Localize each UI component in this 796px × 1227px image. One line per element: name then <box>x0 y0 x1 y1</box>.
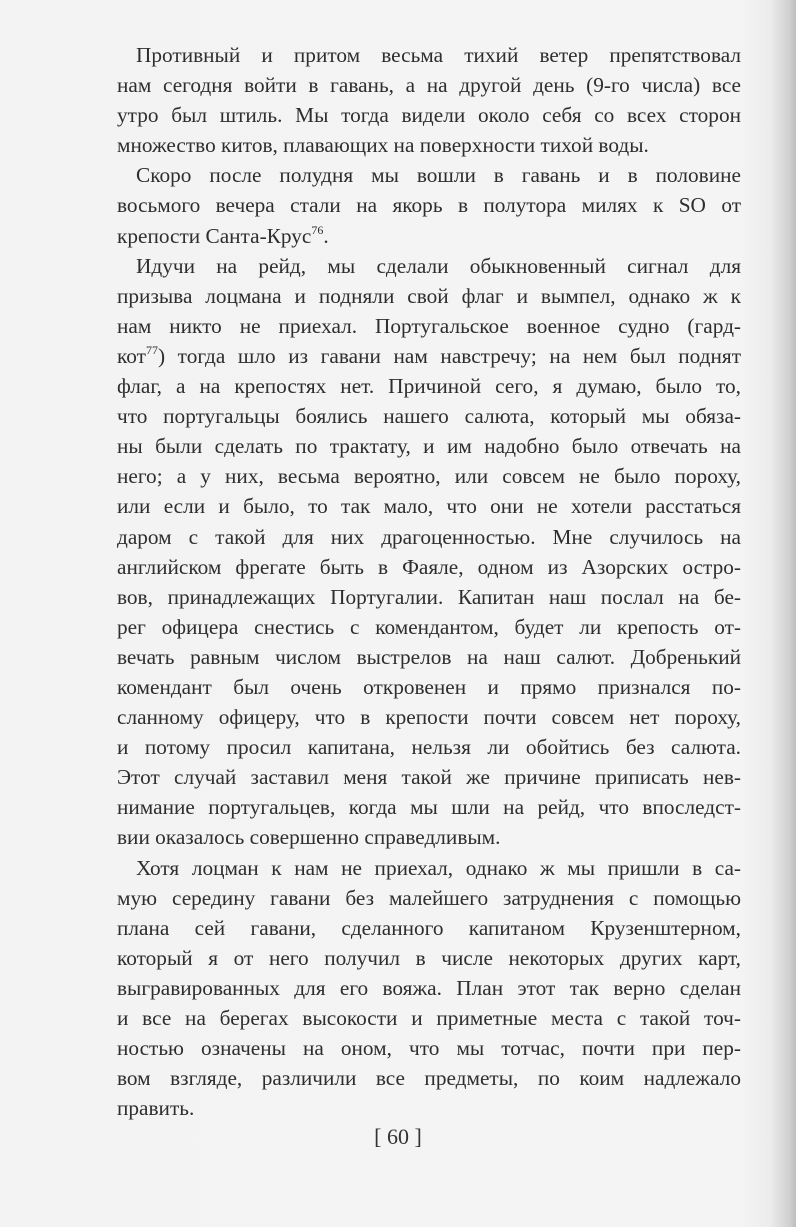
paragraph <box>117 40 741 160</box>
text-line: ны были сделать по трактату, и им надобно было отвечать на <box>117 434 741 459</box>
text-line <box>117 221 741 251</box>
text-line: Этот случай заставил меня такой же причине приписать нев- <box>117 765 741 790</box>
paragraph <box>117 853 741 1124</box>
text-line: вов, принадлежащих Португалии. Капитан наш послал на бе- <box>117 584 741 609</box>
text-line: восьмого вечера стали на якорь в полутора милях к SO от <box>117 193 741 218</box>
text-line: Противный и притом весьма тихий ветер препятствовал <box>136 43 741 67</box>
footnote-ref: 76 <box>311 222 324 237</box>
text-line: и потому просил капитана, нельзя ли обойтись без салюта. <box>117 735 741 760</box>
text-line: рег офицера снестись с комендантом, будет ли крепость от- <box>117 614 741 639</box>
paragraph <box>117 251 741 853</box>
text-line: мую середину гавани без малейшего затруднения с помощью <box>117 885 741 910</box>
text-line: плана сей гавани, сделанного капитаном Крузенштерном, <box>117 915 741 940</box>
text-line: утро был штиль. Мы тогда видели около себя со всех сторон <box>117 103 741 128</box>
line-text: крепости Санта-Крус <box>117 223 312 248</box>
text-line: Скоро после полудня мы вошли в гавань и в половине <box>136 163 741 188</box>
paragraph <box>117 160 741 250</box>
text-line: который я от него получил в числе некоторых других карт, <box>117 945 741 970</box>
text-line: или если и было, то так мало, что они не хотели расстаться <box>117 494 741 519</box>
text-line: сланному офицеру, что в крепости почти совсем нет пороху, <box>117 705 741 730</box>
text-line: нимание португальцев, когда мы шли на рейд, что впоследст- <box>117 795 741 820</box>
text-line: него; а у них, весьма вероятно, или совсем не было пороху, <box>117 464 741 489</box>
text-line: английском фрегате быть в Фаяле, одном из Азорских остро- <box>117 554 741 579</box>
text-line <box>117 341 741 371</box>
text-line: вом взгляде, различили все предметы, по коим надлежало <box>117 1066 741 1091</box>
text-line: и все на берегах высокости и приметные места с такой точ- <box>117 1006 741 1030</box>
text-line: вии оказалось совершенно справедливым. <box>117 825 501 850</box>
text-line: что португальцы боялись нашего салюта, который мы обяза- <box>117 404 741 429</box>
text-line: флаг, а на крепостях нет. Причиной сего, я думаю, было то, <box>117 374 741 399</box>
line-text: ) тогда шло из гавани нам навстречу; на нем был поднят <box>157 343 741 368</box>
text-line: нам никто не приехал. Португальское военное судно (гард- <box>117 313 741 338</box>
body-text <box>117 40 741 1123</box>
text-line: Идучи на рейд, мы сделали обыкновенный сигнал для <box>136 253 741 278</box>
text-line: призыва лоцмана и подняли свой флаг и вымпел, однако ж к <box>117 283 741 308</box>
text-line: Хотя лоцман к нам не приехал, однако ж мы пришли в са- <box>136 855 741 880</box>
text-line: выгравированных для его вояжа. План этот так верно сделан <box>117 975 741 1000</box>
text-line: вечать равным числом выстрелов на наш салют. Добренький <box>117 644 741 669</box>
text-line: множество китов, плавающих на поверхности тихой воды. <box>117 133 649 158</box>
text-line: комендант был очень откровенен и прямо признался по- <box>117 674 741 699</box>
line-text: . <box>323 223 329 248</box>
footnote-ref: 77 <box>145 342 158 357</box>
text-line: нам сегодня войти в гавань, а на другой день (9-го числа) все <box>117 73 741 98</box>
text-line: ностью означены на оном, что мы тотчас, почти при пер- <box>117 1036 741 1061</box>
line-text: кот <box>117 343 146 368</box>
text-line: править. <box>117 1096 195 1121</box>
page-number: [ 60 ] <box>374 1124 422 1149</box>
text-line: даром с такой для них драгоценностью. Мне случилось на <box>117 524 741 549</box>
